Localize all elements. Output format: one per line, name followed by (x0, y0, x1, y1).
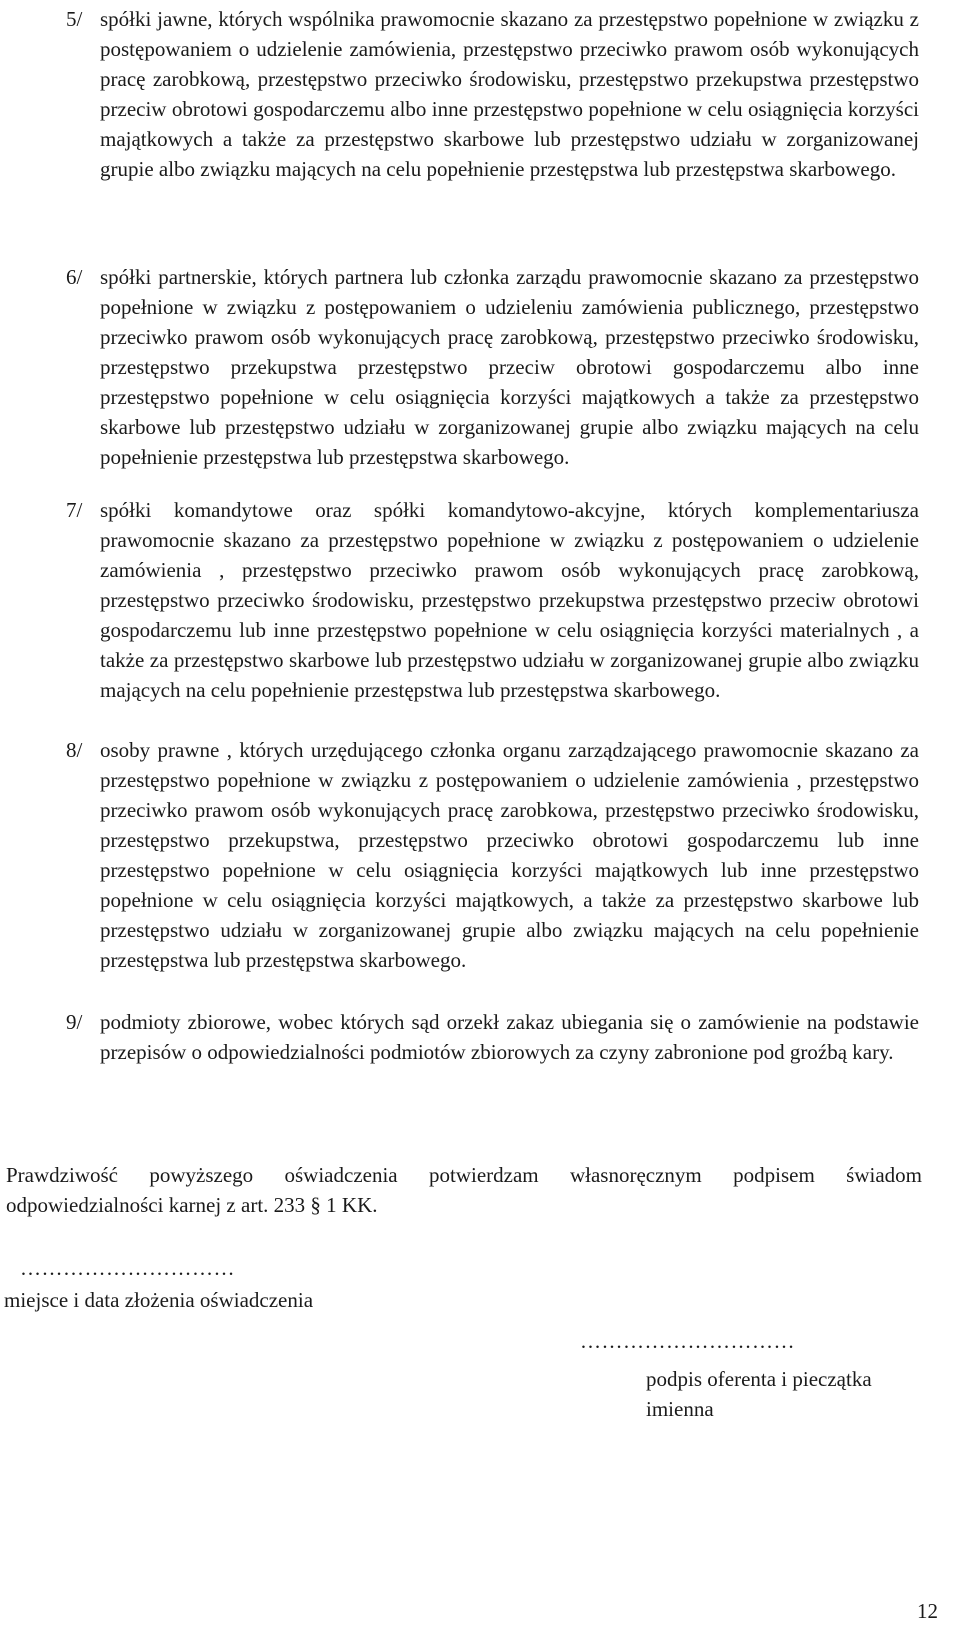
item-text: spółki jawne, których wspólnika prawomocnie skazano za przestępstwo popełnione w związku z postępowaniem o udzielenie zamówienia, przestępstwo przeciwko prawom osób wykonujących pracę zarobkową, przestępstwo przeciwko środowisku, przestępstwo przekupstwa przestępstwo przeciw obrotowi gospodarczemu albo inne przestępstwo popełnione w celu osiągnięcia korzyści majątkowych a także za przestępstwo skarbowe lub przestępstwo udziału w zorganizowanej grupie albo związku mających na celu popełnienie przestępstwa lub przestępstwa skarbowego. (100, 7, 919, 181)
item-text: podmioty zbiorowe, wobec których sąd orzekł zakaz ubiegania się o zamówienie na podstawie przepisów o odpowiedzialności podmiotów zbiorowych za czyny zabronione pod groźbą kary. (100, 1010, 919, 1064)
list-item-6 (66, 262, 921, 472)
item-text: spółki komandytowe oraz spółki komandytowo-akcyjne, których komplementariusza prawomocnie skazano za przestępstwo popełnione w związku z postępowaniem o udzielenie zamówienia , przestępstwo przeciwko prawom osób wykonujących pracę zarobkową, przestępstwo przeciwko środowisku, przestępstwo przekupstwa przestępstwo przeciw obrotowi gospodarczemu lub inne przestępstwo popełnione w celu osiągnięcia korzyści materialnych , a także za przestępstwo skarbowe lub przestępstwo udziału w zorganizowanej grupie albo związku mających na celu popełnienie przestępstwa lub przestępstwa skarbowego. (100, 498, 919, 702)
item-number: 6/ (66, 265, 83, 289)
item-text: spółki partnerskie, których partnera lub członka zarządu prawomocnie skazano za przestępstwo popełnione w związku z postępowaniem o udzieleniu zamówienia publicznego, przestępstwo przeciwko prawom osób wykonujących pracę zarobkową, przestępstwo przeciwko środowisku, przestępstwo przekupstwa przestępstwo przeciw obrotowi gospodarczemu albo inne przestępstwo popełnione w celu osiągnięcia korzyści majątkowych a także za przestępstwo skarbowe lub przestępstwo udziału w zorganizowanej grupie albo związku mających na celu popełnienie przestępstwa lub przestępstwa skarbowego. (100, 265, 919, 469)
signature-label-line-2: imienna (646, 1397, 714, 1421)
list-item-8 (66, 735, 921, 975)
list-item-9 (66, 1007, 921, 1067)
signature-label-line-1: podpis oferenta i pieczątka (646, 1367, 872, 1391)
page-number: 12 (917, 1599, 938, 1623)
item-number: 8/ (66, 738, 83, 762)
item-number: 9/ (66, 1010, 83, 1034)
item-number: 5/ (66, 7, 83, 31)
place-date-dotted-line: ………………………… (20, 1256, 235, 1280)
list-item-5 (66, 4, 921, 184)
signature-dotted-line: ………………………… (580, 1329, 795, 1353)
list-item-7 (66, 495, 921, 705)
item-text: osoby prawne , których urzędującego członka organu zarządzającego prawomocnie skazano za przestępstwo popełnione w związku z postępowaniem o udzielenie zamówienia , przestępstwo przeciwko prawom osób wykonujących pracę zarobkowa, przestępstwo przeciwko środowisku, przestępstwo przekupstwa, przestępstwo przeciwko obrotowi gospodarczemu lub inne przestępstwo popełnione w celu osiągnięcia korzyści majątkowych lub inne przestępstwo popełnione w celu osiągnięcia korzyści majątkowych, a także za przestępstwo skarbowe lub przestępstwo udziału w zorganizowanej grupie albo związku mających na celu popełnienie przestępstwa lub przestępstwa skarbowego. (100, 738, 919, 972)
place-date-label: miejsce i data złożenia oświadczenia (4, 1288, 314, 1312)
item-number: 7/ (66, 498, 83, 522)
closing-statement: Prawdziwość powyższego oświadczenia potwierdzam własnoręcznym podpisem świadom odpowiedzialności karnej z art. 233 § 1 KK. (6, 1163, 922, 1217)
